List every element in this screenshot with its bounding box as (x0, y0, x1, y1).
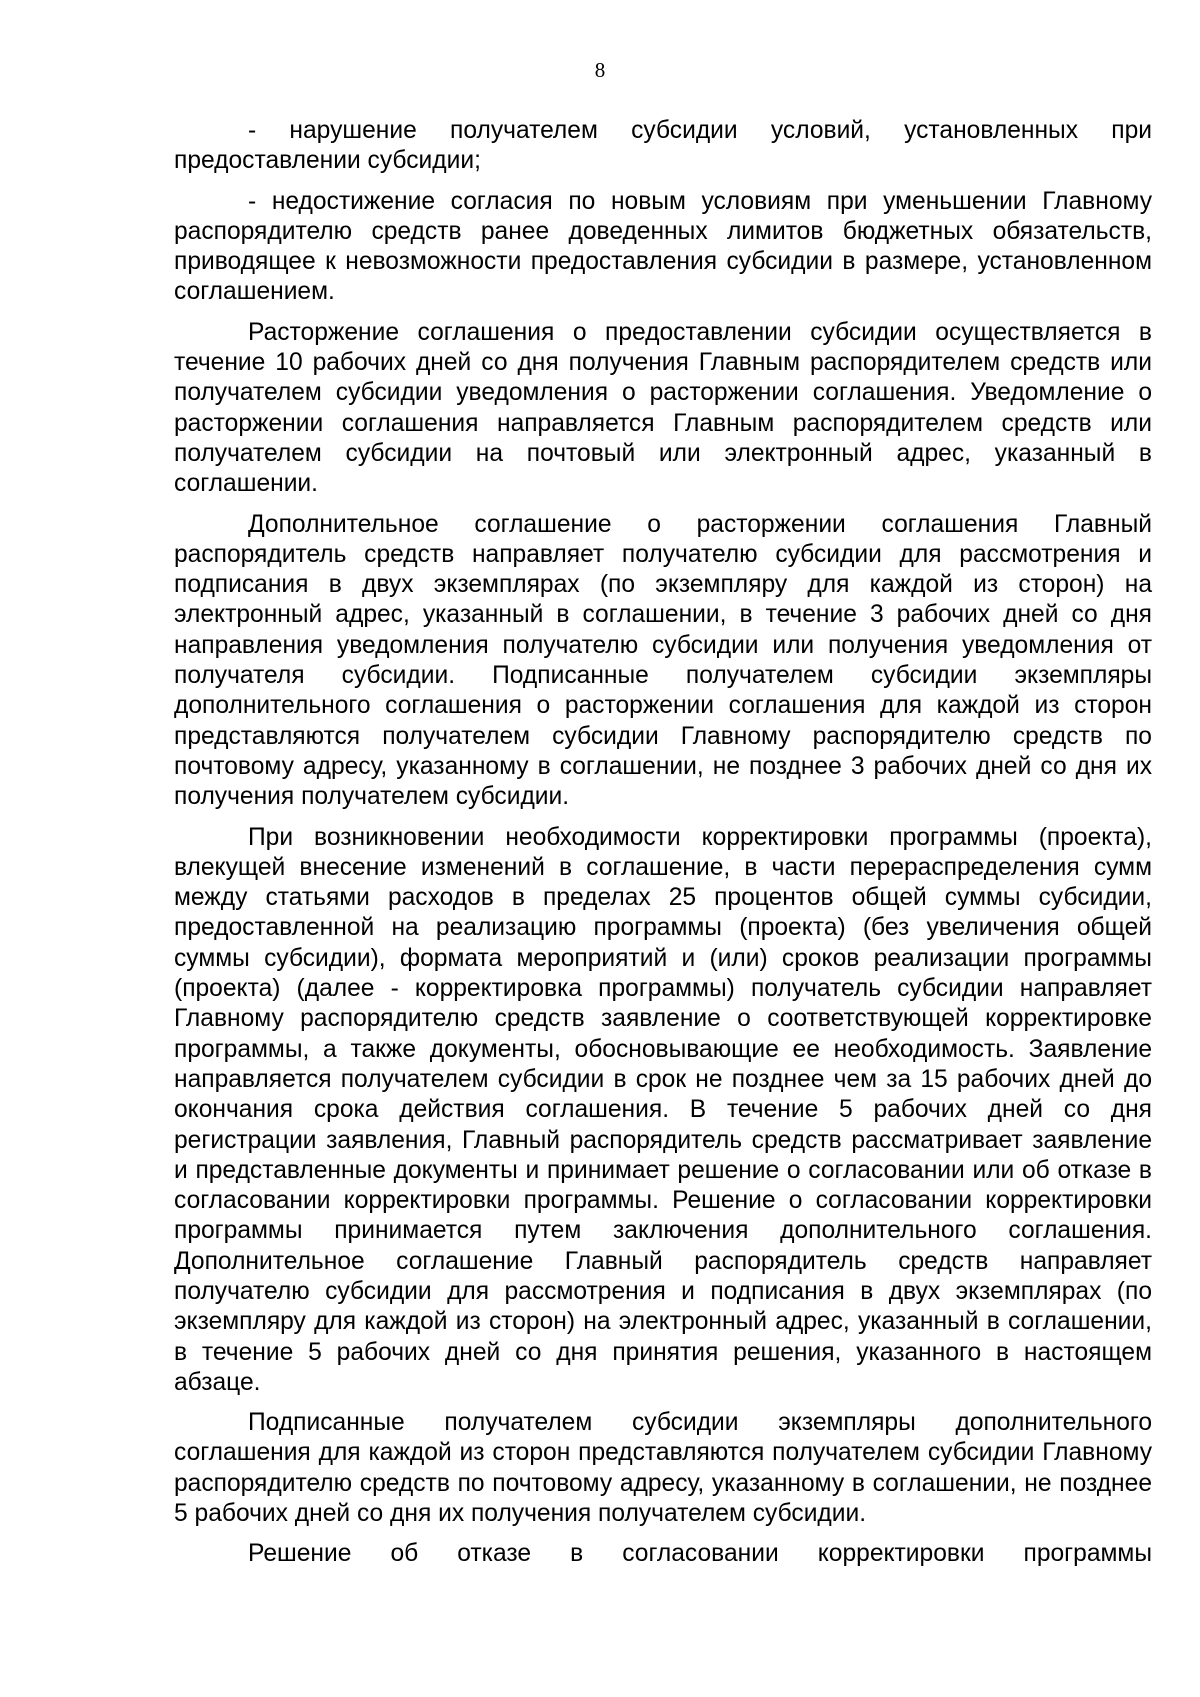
page-number: 8 (594, 58, 606, 82)
paragraph-no-agreement-on-new-conditions: - недостижение согласия по новым условиям при уменьшении Главному распорядителю средств ранее доведенных лимитов бюджетных обязательств, приводящее к невозможности предоставления субсидии в размере, установленном соглашением. (174, 187, 1152, 306)
paragraph-termination-of-agreement: Расторжение соглашения о предоставлении субсидии осуществляется в течение 10 рабочих дней со дня получения Главным распорядителем средств или получателем субсидии уведомления о расторжении соглашения. Уведомление о расторжении соглашения направляется Главным распорядителем средств или получателем субсидии на почтовый или электронный адрес, указанный в соглашении. (174, 318, 1152, 498)
paragraph-refusal-decision: Решение об отказе в согласовании корректировки программы (248, 1540, 1152, 1568)
paragraph-signed-copies: Подписанные получателем субсидии экземпляры дополнительного соглашения для каждой из сторон представляются получателем субсидии Главному распорядителю средств по почтовому адресу, указанному в соглашении, не позднее 5 рабочих дней со дня их получения получателем субсидии. (174, 1409, 1152, 1528)
paragraph-additional-agreement-termination: Дополнительное соглашение о расторжении соглашения Главный распорядитель средств направляет получателю субсидии для рассмотрения и подписания в двух экземплярах (по экземпляру для каждой из сторон) на электронный адрес, указанный в соглашении, в течение 3 рабочих дней со дня направления уведомления получателю субсидии или получения уведомления от получателя субсидии. Подписанные получателем субсидии экземпляры дополнительного соглашения о расторжении соглашения для каждой из сторон представляются получателем субсидии Главному распорядителю средств по почтовому адресу, указанному в соглашении, не позднее 3 рабочих дней со дня их получения получателем субсидии. (174, 510, 1152, 811)
paragraph-violation-of-conditions: - нарушение получателем субсидии условий, установленных при предоставлении субсидии; (174, 117, 1152, 175)
paragraph-program-adjustment: При возникновении необходимости корректировки программы (проекта), влекущей внесение изменений в соглашение, в части перераспределения сумм между статьями расходов в пределах 25 процентов общей суммы субсидии, предоставленной на реализацию программы (проекта) (без увеличения общей суммы субсидии), формата мероприятий и (или) сроков реализации программы (проекта) (далее - корректировка программы) получатель субсидии направляет Главному распорядителю средств заявление о соответствующей корректировке программы, а также документы, обосновывающие ее необходимость. Заявление направляется получателем субсидии в срок не позднее чем за 15 рабочих дней до окончания срока действия соглашения. В течение 5 рабочих дней со дня регистрации заявления, Главный распорядитель средств рассматривает заявление и представленные документы и принимает решение о согласовании или об отказе в согласовании корректировки программы. Решение о согласовании корректировки программы принимается путем заключения дополнительного соглашения. Дополнительное соглашение Главный распорядитель средств направляет получателю субсидии для рассмотрения и подписания в двух экземплярах (по экземпляру для каждой из сторон) на электронный адрес, указанный в соглашении, в течение 5 рабочих дней со дня принятия решения, указанного в настоящем абзаце. (174, 823, 1152, 1396)
document-body (174, 116, 1152, 1570)
